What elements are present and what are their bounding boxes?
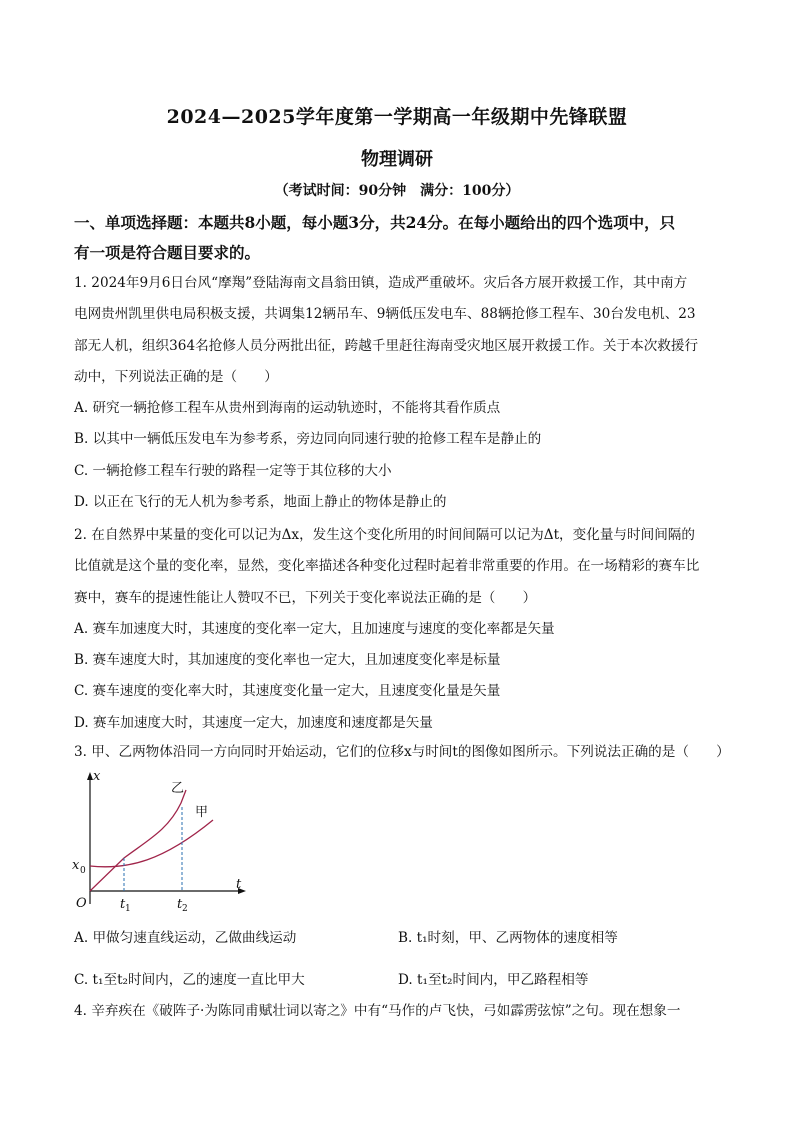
curve-yi-label: 乙 (171, 781, 185, 796)
exam-title: 2024—2025学年度第一学期高一年级期中先锋联盟 (166, 106, 628, 128)
exam-info: （考试时间：90分钟 满分：100分） (274, 183, 520, 199)
question-1-option-c: C. 一辆抢修工程车行驶的路程一定等于其位移的大小 (74, 462, 392, 479)
question-1-option-d: D. 以正在飞行的无人机为参考系，地面上静止的物体是静止的 (74, 494, 447, 511)
t2-subscript: 2 (182, 904, 188, 914)
y-axis-label: x (93, 770, 101, 784)
question-2-option-a: A. 赛车加速度大时，其速度的变化率一定大，且加速度与速度的变化率都是矢量 (74, 620, 555, 637)
t1-label: t (120, 897, 126, 912)
question-1-stem-line: 1. 2024年9月6日台风“摩羯”登陆海南文昌翁田镇，造成严重破坏。灾后各方展开救援工作，其中南方 (74, 275, 688, 291)
question-1-stem-line: 电网贵州凯里供电局积极支援，共调集12辆吊车、9辆低压发电车、88辆抢修工程车、30台发电机、23 (74, 306, 696, 323)
question-3-option-c: C. t₁至t₂时间内，乙的速度一直比甲大 (74, 972, 305, 988)
x-t-graph-svg (68, 770, 258, 915)
section-heading-line2: 有一项是符合题目要求的。 (74, 243, 261, 262)
t2-label: t (177, 897, 183, 912)
question-2-stem-line: 比值就是这个量的变化率，显然，变化率描述各种变化过程时起着非常重要的作用。在一场精彩的赛车比 (74, 558, 700, 575)
question-3-stem: 3. 甲、乙两物体沿同一方向同时开始运动，它们的位移x与时间t的图像如图所示。下列说法正确的是（ ） (74, 744, 730, 760)
question-3 (74, 737, 730, 768)
x0-label: x (72, 858, 80, 873)
question-3-option-d: D. t₁至t₂时间内，甲乙路程相等 (398, 972, 589, 988)
section-heading (74, 208, 724, 268)
question-1 (74, 268, 724, 518)
question-1-option-b: B. 以其中一辆低压发电车为参考系，旁边同向同速行驶的抢修工程车是静止的 (74, 431, 542, 448)
question-2-stem-line: 赛中，赛车的提速性能让人赞叹不已，下列关于变化率说法正确的是（ ） (74, 589, 537, 606)
question-1-option-a: A. 研究一辆抢修工程车从贵州到海南的运动轨迹时，不能将其看作质点 (74, 400, 501, 417)
question-2-option-d: D. 赛车加速度大时，其速度一定大，加速度和速度都是矢量 (74, 714, 433, 731)
t1-subscript: 1 (125, 904, 131, 914)
question-2-option-b: B. 赛车速度大时，其加速度的变化率也一定大，且加速度变化率是标量 (74, 652, 501, 669)
x-t-graph (68, 770, 258, 919)
x0-subscript: 0 (80, 866, 86, 876)
question-2-stem-line: 2. 在自然界中某量的变化可以记为Δx，发生这个变化所用的时间间隔可以记为Δt，变化量与时间间隔的 (74, 527, 695, 543)
curve-yi (90, 790, 186, 891)
question-2-option-c: C. 赛车速度的变化率大时，其速度变化量一定大，且速度变化量是矢量 (74, 683, 501, 700)
curve-jia-label: 甲 (195, 805, 209, 820)
question-4-stem-line: 4. 辛弃疾在《破阵子·为陈同甫赋壮词以寄之》中有“马作的卢飞快，弓如霹雳弦惊”之句。现在想象一 (74, 1003, 681, 1019)
origin-label: O (76, 896, 87, 911)
section-heading-line1: 一、单项选择题：本题共8小题，每小题3分，共24分。在每小题给出的四个选项中，只 (74, 213, 676, 232)
subject-title: 物理调研 (361, 149, 433, 170)
question-4 (74, 996, 724, 1027)
question-3-option-a: A. 甲做匀速直线运动，乙做曲线运动 (74, 930, 297, 946)
question-1-stem-line: 动中，下列说法正确的是（ ） (74, 368, 278, 385)
question-2 (74, 520, 724, 739)
question-3-option-b: B. t₁时刻，甲、乙两物体的速度相等 (398, 930, 618, 946)
question-1-stem-line: 部无人机，组织364名抢修人员分两批出征，跨越千里赶往海南受灾地区展开救援工作。关于本次救援行 (74, 337, 699, 354)
curve-jia (90, 820, 213, 867)
x-axis-label: t (236, 877, 242, 892)
